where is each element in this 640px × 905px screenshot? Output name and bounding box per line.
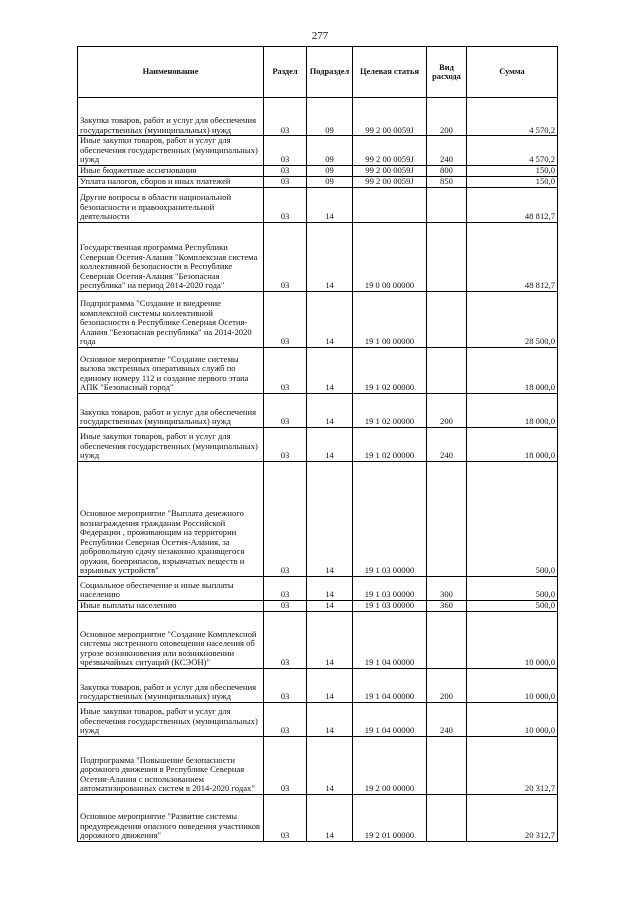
cell-sum: 10 000,0 (467, 668, 558, 702)
cell-name: Иные закупки товаров, работ и услуг для обеспечения государственных (муниципальных) нужд (78, 427, 264, 461)
cell-subsection: 14 (307, 291, 353, 347)
cell-target: 19 1 04 00000 (353, 702, 427, 736)
table-row (78, 291, 558, 347)
cell-section: 03 (264, 347, 307, 393)
cell-expense-type (427, 611, 467, 668)
cell-target: 19 1 03 00000 (353, 461, 427, 576)
table-row (78, 600, 558, 611)
table-row (78, 393, 558, 427)
column-header-subsection: Подраздел (307, 47, 353, 98)
table-header-row (78, 47, 558, 98)
cell-subsection: 14 (307, 427, 353, 461)
cell-sum: 500,0 (467, 600, 558, 611)
cell-subsection: 14 (307, 461, 353, 576)
cell-name: Закупка товаров, работ и услуг для обеспечения государственных (муниципальных) нужд (78, 393, 264, 427)
cell-expense-type (427, 736, 467, 794)
cell-section: 03 (264, 291, 307, 347)
cell-section: 03 (264, 668, 307, 702)
cell-expense-type: 300 (427, 576, 467, 600)
cell-expense-type: 240 (427, 427, 467, 461)
cell-name: Подпрограмма "Создание и внедрение комплексной системы коллективной безопасности в Республике Северная Осетия-Алания "Безопасная республика" на 2014-2020 года (78, 291, 264, 347)
cell-name: Основное мероприятие "Выплата денежного вознаграждения гражданам Российской Федерации , проживающим на территории Республики Северная Осетия-Алания, за добровольную сдачу незаконно хранящегося оружия, боеприпасов, взрывчатых веществ и взрывных устройств" (78, 461, 264, 576)
cell-name: Закупка товаров, работ и услуг для обеспечения государственных (муниципальных) нужд (78, 668, 264, 702)
cell-sum: 20 312,7 (467, 794, 558, 841)
cell-expense-type: 200 (427, 668, 467, 702)
cell-expense-type (427, 187, 467, 222)
cell-expense-type: 240 (427, 702, 467, 736)
cell-section: 03 (264, 393, 307, 427)
cell-name: Социальное обеспечение и иные выплаты населению (78, 576, 264, 600)
table-row (78, 668, 558, 702)
cell-sum: 4 570,2 (467, 136, 558, 166)
table-row (78, 176, 558, 187)
cell-target: 19 1 02 00000 (353, 427, 427, 461)
cell-section: 03 (264, 222, 307, 291)
column-header-sum: Сумма (467, 47, 558, 98)
cell-name: Иные бюджетные ассигнования (78, 165, 264, 176)
cell-target: 19 1 02 00000 (353, 347, 427, 393)
cell-sum: 150,0 (467, 176, 558, 187)
cell-target: 19 1 03 00000 (353, 600, 427, 611)
cell-name: Иные выплаты населению (78, 600, 264, 611)
cell-subsection: 14 (307, 600, 353, 611)
table-row (78, 794, 558, 841)
budget-table (77, 46, 558, 842)
cell-sum: 500,0 (467, 576, 558, 600)
cell-section: 03 (264, 611, 307, 668)
cell-sum: 20 312,7 (467, 736, 558, 794)
cell-subsection: 09 (307, 136, 353, 166)
cell-target: 19 2 01 00000 (353, 794, 427, 841)
cell-target (353, 187, 427, 222)
cell-name: Основное мероприятие "Развитие системы предупреждения опасного поведения участников дорожного движения" (78, 794, 264, 841)
cell-section: 03 (264, 794, 307, 841)
cell-subsection: 14 (307, 736, 353, 794)
cell-subsection: 14 (307, 393, 353, 427)
cell-expense-type (427, 291, 467, 347)
table-row (78, 576, 558, 600)
table-row (78, 98, 558, 136)
column-header-expense-type: Вид расхода (427, 47, 467, 98)
cell-name: Уплата налогов, сборов и иных платежей (78, 176, 264, 187)
cell-target: 19 1 00 00000 (353, 291, 427, 347)
cell-sum: 10 000,0 (467, 611, 558, 668)
cell-section: 03 (264, 600, 307, 611)
cell-target: 19 1 04 00000 (353, 668, 427, 702)
cell-sum: 18 000,0 (467, 427, 558, 461)
table-row (78, 461, 558, 576)
table-row (78, 702, 558, 736)
cell-sum: 18 000,0 (467, 347, 558, 393)
cell-expense-type (427, 222, 467, 291)
cell-sum: 48 812,7 (467, 187, 558, 222)
cell-target: 19 1 03 00000 (353, 576, 427, 600)
page-number: 277 (311, 30, 329, 42)
cell-section: 03 (264, 176, 307, 187)
table-row (78, 187, 558, 222)
cell-expense-type (427, 347, 467, 393)
cell-sum: 48 812,7 (467, 222, 558, 291)
cell-sum: 18 000,0 (467, 393, 558, 427)
table-row (78, 136, 558, 166)
cell-sum: 4 570,2 (467, 98, 558, 136)
table-row (78, 165, 558, 176)
table-row (78, 222, 558, 291)
cell-subsection: 14 (307, 187, 353, 222)
cell-section: 03 (264, 187, 307, 222)
column-header-section: Раздел (264, 47, 307, 98)
table-row (78, 427, 558, 461)
cell-target: 99 2 00 0059J (353, 98, 427, 136)
cell-sum: 10 000,0 (467, 702, 558, 736)
cell-section: 03 (264, 702, 307, 736)
table-row (78, 736, 558, 794)
cell-sum: 150,0 (467, 165, 558, 176)
cell-subsection: 14 (307, 576, 353, 600)
cell-subsection: 14 (307, 702, 353, 736)
cell-section: 03 (264, 98, 307, 136)
cell-section: 03 (264, 427, 307, 461)
cell-name: Закупка товаров, работ и услуг для обеспечения государственных (муниципальных) нужд (78, 98, 264, 136)
cell-expense-type: 800 (427, 165, 467, 176)
cell-target: 19 2 00 00000 (353, 736, 427, 794)
cell-name: Основное мероприятие "Создание Комплексной системы экстренного оповещения населения об угрозе возникновения или возникновении чрезвычайных ситуаций (КСЭОН)" (78, 611, 264, 668)
cell-target: 19 1 04 00000 (353, 611, 427, 668)
cell-sum: 28 500,0 (467, 291, 558, 347)
cell-section: 03 (264, 165, 307, 176)
cell-name: Основное мероприятие "Создание системы вызова экстренных оперативных служб по единому номеру 112 и создание первого этапа АПК "Безопасный город" (78, 347, 264, 393)
cell-target: 99 2 00 0059J (353, 176, 427, 187)
cell-subsection: 14 (307, 347, 353, 393)
column-header-name: Наименование (78, 47, 264, 98)
cell-expense-type: 360 (427, 600, 467, 611)
table-body (78, 98, 558, 842)
cell-section: 03 (264, 576, 307, 600)
cell-name: Подпрограмма "Повышение безопасности дорожного движения в Республике Северная Осетия-Алания с использованием автоматизированных систем в 2014-2020 годах" (78, 736, 264, 794)
cell-section: 03 (264, 736, 307, 794)
table-row (78, 611, 558, 668)
cell-subsection: 09 (307, 165, 353, 176)
cell-expense-type: 200 (427, 393, 467, 427)
cell-name: Иные закупки товаров, работ и услуг для обеспечения государственных (муниципальных) нужд (78, 136, 264, 166)
cell-target: 19 1 02 00000 (353, 393, 427, 427)
cell-expense-type: 240 (427, 136, 467, 166)
cell-target: 99 2 00 0059J (353, 165, 427, 176)
cell-expense-type: 850 (427, 176, 467, 187)
cell-subsection: 14 (307, 794, 353, 841)
cell-subsection: 09 (307, 98, 353, 136)
table-row (78, 347, 558, 393)
cell-subsection: 14 (307, 611, 353, 668)
cell-sum: 500,0 (467, 461, 558, 576)
cell-name: Другие вопросы в области национальной безопасности и правоохранительной деятельности (78, 187, 264, 222)
column-header-target: Целевая статья (353, 47, 427, 98)
cell-expense-type: 200 (427, 98, 467, 136)
cell-subsection: 14 (307, 222, 353, 291)
cell-target: 99 2 00 0059J (353, 136, 427, 166)
cell-name: Иные закупки товаров, работ и услуг для обеспечения государственных (муниципальных) нужд (78, 702, 264, 736)
cell-section: 03 (264, 136, 307, 166)
cell-subsection: 09 (307, 176, 353, 187)
cell-name: Государственная программа Республики Северная Осетия-Алания "Комплексная система коллективной безопасности в Республике Северная Осетия-Алания "Безопасная республика" на период 2014-2020 года" (78, 222, 264, 291)
cell-section: 03 (264, 461, 307, 576)
cell-expense-type (427, 794, 467, 841)
cell-expense-type (427, 461, 467, 576)
cell-target: 19 0 00 00000 (353, 222, 427, 291)
cell-subsection: 14 (307, 668, 353, 702)
